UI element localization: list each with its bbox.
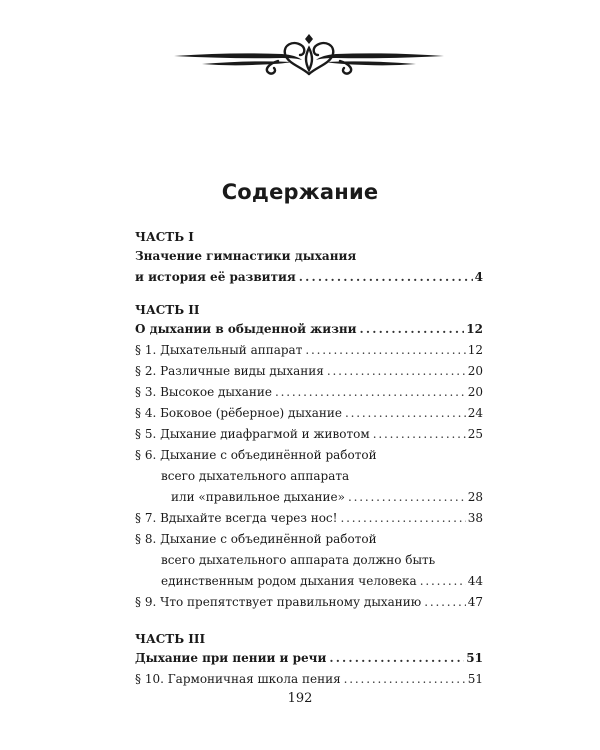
toc-entry-text: О дыхании в обыденной жизни — [135, 322, 357, 336]
toc-entry — [135, 529, 483, 550]
toc-entry-text: § 5. Дыхание диафрагмой и животом — [135, 427, 370, 441]
toc-entry-text: § 9. Что препятствует правильному дыханию — [135, 595, 422, 609]
toc-entry-page: 25 — [467, 427, 483, 441]
toc-entry-text: всего дыхательного аппарата должно быть — [161, 553, 436, 567]
toc-entry-page: 20 — [467, 364, 483, 378]
part-heading: ЧАСТЬ I — [135, 230, 194, 244]
toc-entry-text: и история её развития — [135, 270, 296, 284]
toc-entry-text: § 3. Высокое дыхание — [135, 385, 272, 399]
toc-entry — [135, 319, 483, 340]
toc-entry-page: 28 — [467, 490, 483, 504]
toc-entry-page: 4 — [474, 270, 483, 284]
toc-entry — [135, 466, 483, 487]
dot-leader — [275, 382, 466, 403]
toc-entry — [135, 550, 483, 571]
decorative-ornament — [172, 30, 446, 82]
toc-entry — [135, 361, 483, 382]
dot-leader — [344, 669, 466, 690]
toc-entry-page: 51 — [466, 651, 483, 665]
toc-entry — [135, 508, 483, 529]
table-of-contents — [135, 228, 483, 690]
toc-entry-page: 12 — [466, 322, 483, 336]
toc-entry-text: § 1. Дыхательный аппарат — [135, 343, 303, 357]
toc-entry-text: или «правильное дыхание» — [171, 490, 345, 504]
page-title: Содержание — [221, 180, 379, 204]
toc-entry-text: § 6. Дыхание с объединённой работой — [135, 448, 377, 462]
toc-entry — [135, 382, 483, 403]
part-heading: ЧАСТЬ II — [135, 303, 200, 317]
toc-entry — [135, 340, 483, 361]
part-heading: ЧАСТЬ III — [135, 632, 206, 646]
toc-entry — [135, 424, 483, 445]
toc-entry-page: 47 — [467, 595, 483, 609]
toc-entry-text: единственным родом дыхания человека — [161, 574, 417, 588]
toc-entry-text: § 2. Различные виды дыхания — [135, 364, 324, 378]
dot-leader — [327, 361, 466, 382]
toc-entry-page: 20 — [467, 385, 483, 399]
toc-entry-page: 51 — [467, 672, 483, 686]
toc-entry-page: 38 — [467, 511, 483, 525]
toc-entry — [135, 648, 483, 669]
toc-entry-text: § 7. Вдыхайте всегда через нос! — [135, 511, 338, 525]
dot-leader — [360, 319, 465, 340]
toc-entry-text: Дыхание при пении и речи — [135, 651, 327, 665]
dot-leader — [424, 592, 465, 613]
toc-entry-text: § 4. Боковое (рёберное) дыхание — [135, 406, 342, 420]
toc-entry-text: всего дыхательного аппарата — [161, 469, 350, 483]
page-number: 192 — [287, 691, 313, 706]
toc-entry — [135, 246, 483, 267]
toc-entry — [135, 592, 483, 613]
toc-entry — [135, 445, 483, 466]
toc-entry-text: § 8. Дыхание с объединённой работой — [135, 532, 377, 546]
dot-leader — [329, 648, 464, 669]
dot-leader — [420, 571, 466, 592]
dot-leader — [373, 424, 466, 445]
toc-entry — [135, 669, 483, 690]
dot-leader — [305, 340, 465, 361]
toc-entry — [135, 267, 483, 288]
toc-entry-page: 24 — [467, 406, 483, 420]
dot-leader — [348, 487, 466, 508]
toc-entry — [135, 571, 483, 592]
toc-entry-page: 44 — [467, 574, 483, 588]
dot-leader — [299, 267, 473, 288]
toc-entry — [135, 487, 483, 508]
toc-entry-text: § 10. Гармоничная школа пения — [135, 672, 341, 686]
toc-entry-text: Значение гимнастики дыхания — [135, 249, 357, 263]
toc-entry-page: 12 — [467, 343, 483, 357]
dot-leader — [340, 508, 465, 529]
dot-leader — [345, 403, 466, 424]
toc-entry — [135, 403, 483, 424]
